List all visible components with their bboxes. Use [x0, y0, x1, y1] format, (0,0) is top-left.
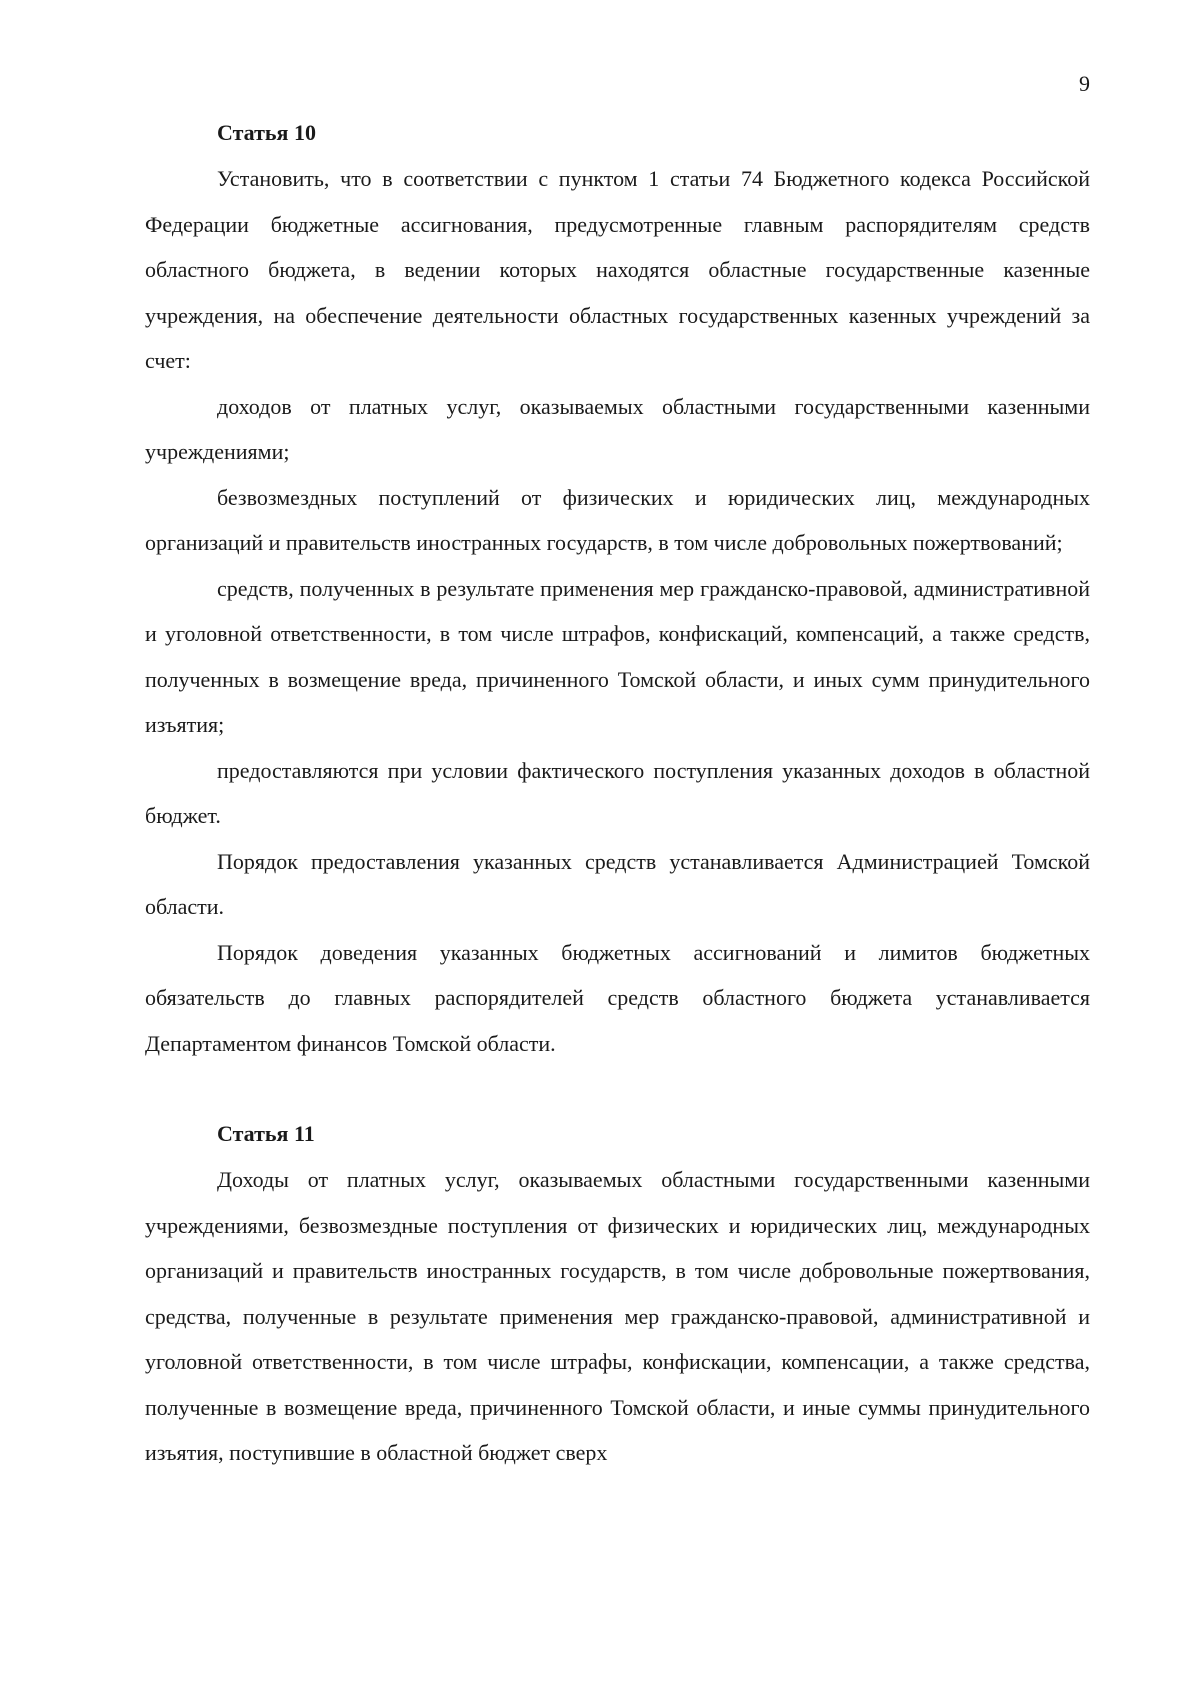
article-paragraph: предоставляются при условии фактического поступления указанных доходов в областной бюджет. — [145, 757, 1090, 828]
article-paragraph: Установить, что в соответствии с пунктом 1 статьи 74 Бюджетного кодекса Российской Федерации бюджетные ассигнования, предусмотренные главным распорядителям средств областного бюджета, в ведении которых находятся областные государственные казенные учреждения, на обеспечение деятельности областных государственных казенных учреждений за счет: — [145, 166, 1090, 373]
section-spacer — [145, 1066, 1090, 1111]
article-paragraph: средств, полученных в результате применения мер гражданско-правовой, административной и уголовной ответственности, в том числе штрафов, конфискаций, компенсаций, а также средств, полученных в возмещение вреда, причиненного Томской области, и иных сумм принудительного изъятия; — [145, 575, 1090, 737]
article-title: Статья 11 — [217, 1121, 315, 1146]
article-11 — [145, 1111, 1090, 1476]
article-paragraph: безвозмездных поступлений от физических и юридических лиц, международных организаций и правительств иностранных государств, в том числе добровольных пожертвований; — [145, 484, 1090, 555]
article-paragraph: доходов от платных услуг, оказываемых областными государственными казенными учреждениями; — [145, 393, 1090, 464]
article-paragraph: Порядок доведения указанных бюджетных ассигнований и лимитов бюджетных обязательств до главных распорядителей средств областного бюджета устанавливается Департаментом финансов Томской области. — [145, 939, 1090, 1056]
article-10 — [145, 110, 1090, 1066]
article-paragraph: Порядок предоставления указанных средств устанавливается Администрацией Томской области. — [145, 848, 1090, 919]
document-body — [145, 110, 1090, 1476]
page-number: 9 — [1079, 71, 1090, 96]
article-title: Статья 10 — [217, 120, 316, 145]
article-paragraph: Доходы от платных услуг, оказываемых областными государственными казенными учреждениями, безвозмездные поступления от физических и юридических лиц, международных организаций и правительств иностранных государств, в том числе добровольные пожертвования, средства, полученные в результате применения мер гражданско-правовой, административной и уголовной ответственности, в том числе штрафы, конфискации, компенсации, а также средства, полученные в возмещение вреда, причиненного Томской области, и иные суммы принудительного изъятия, поступившие в областной бюджет сверх — [145, 1167, 1090, 1465]
